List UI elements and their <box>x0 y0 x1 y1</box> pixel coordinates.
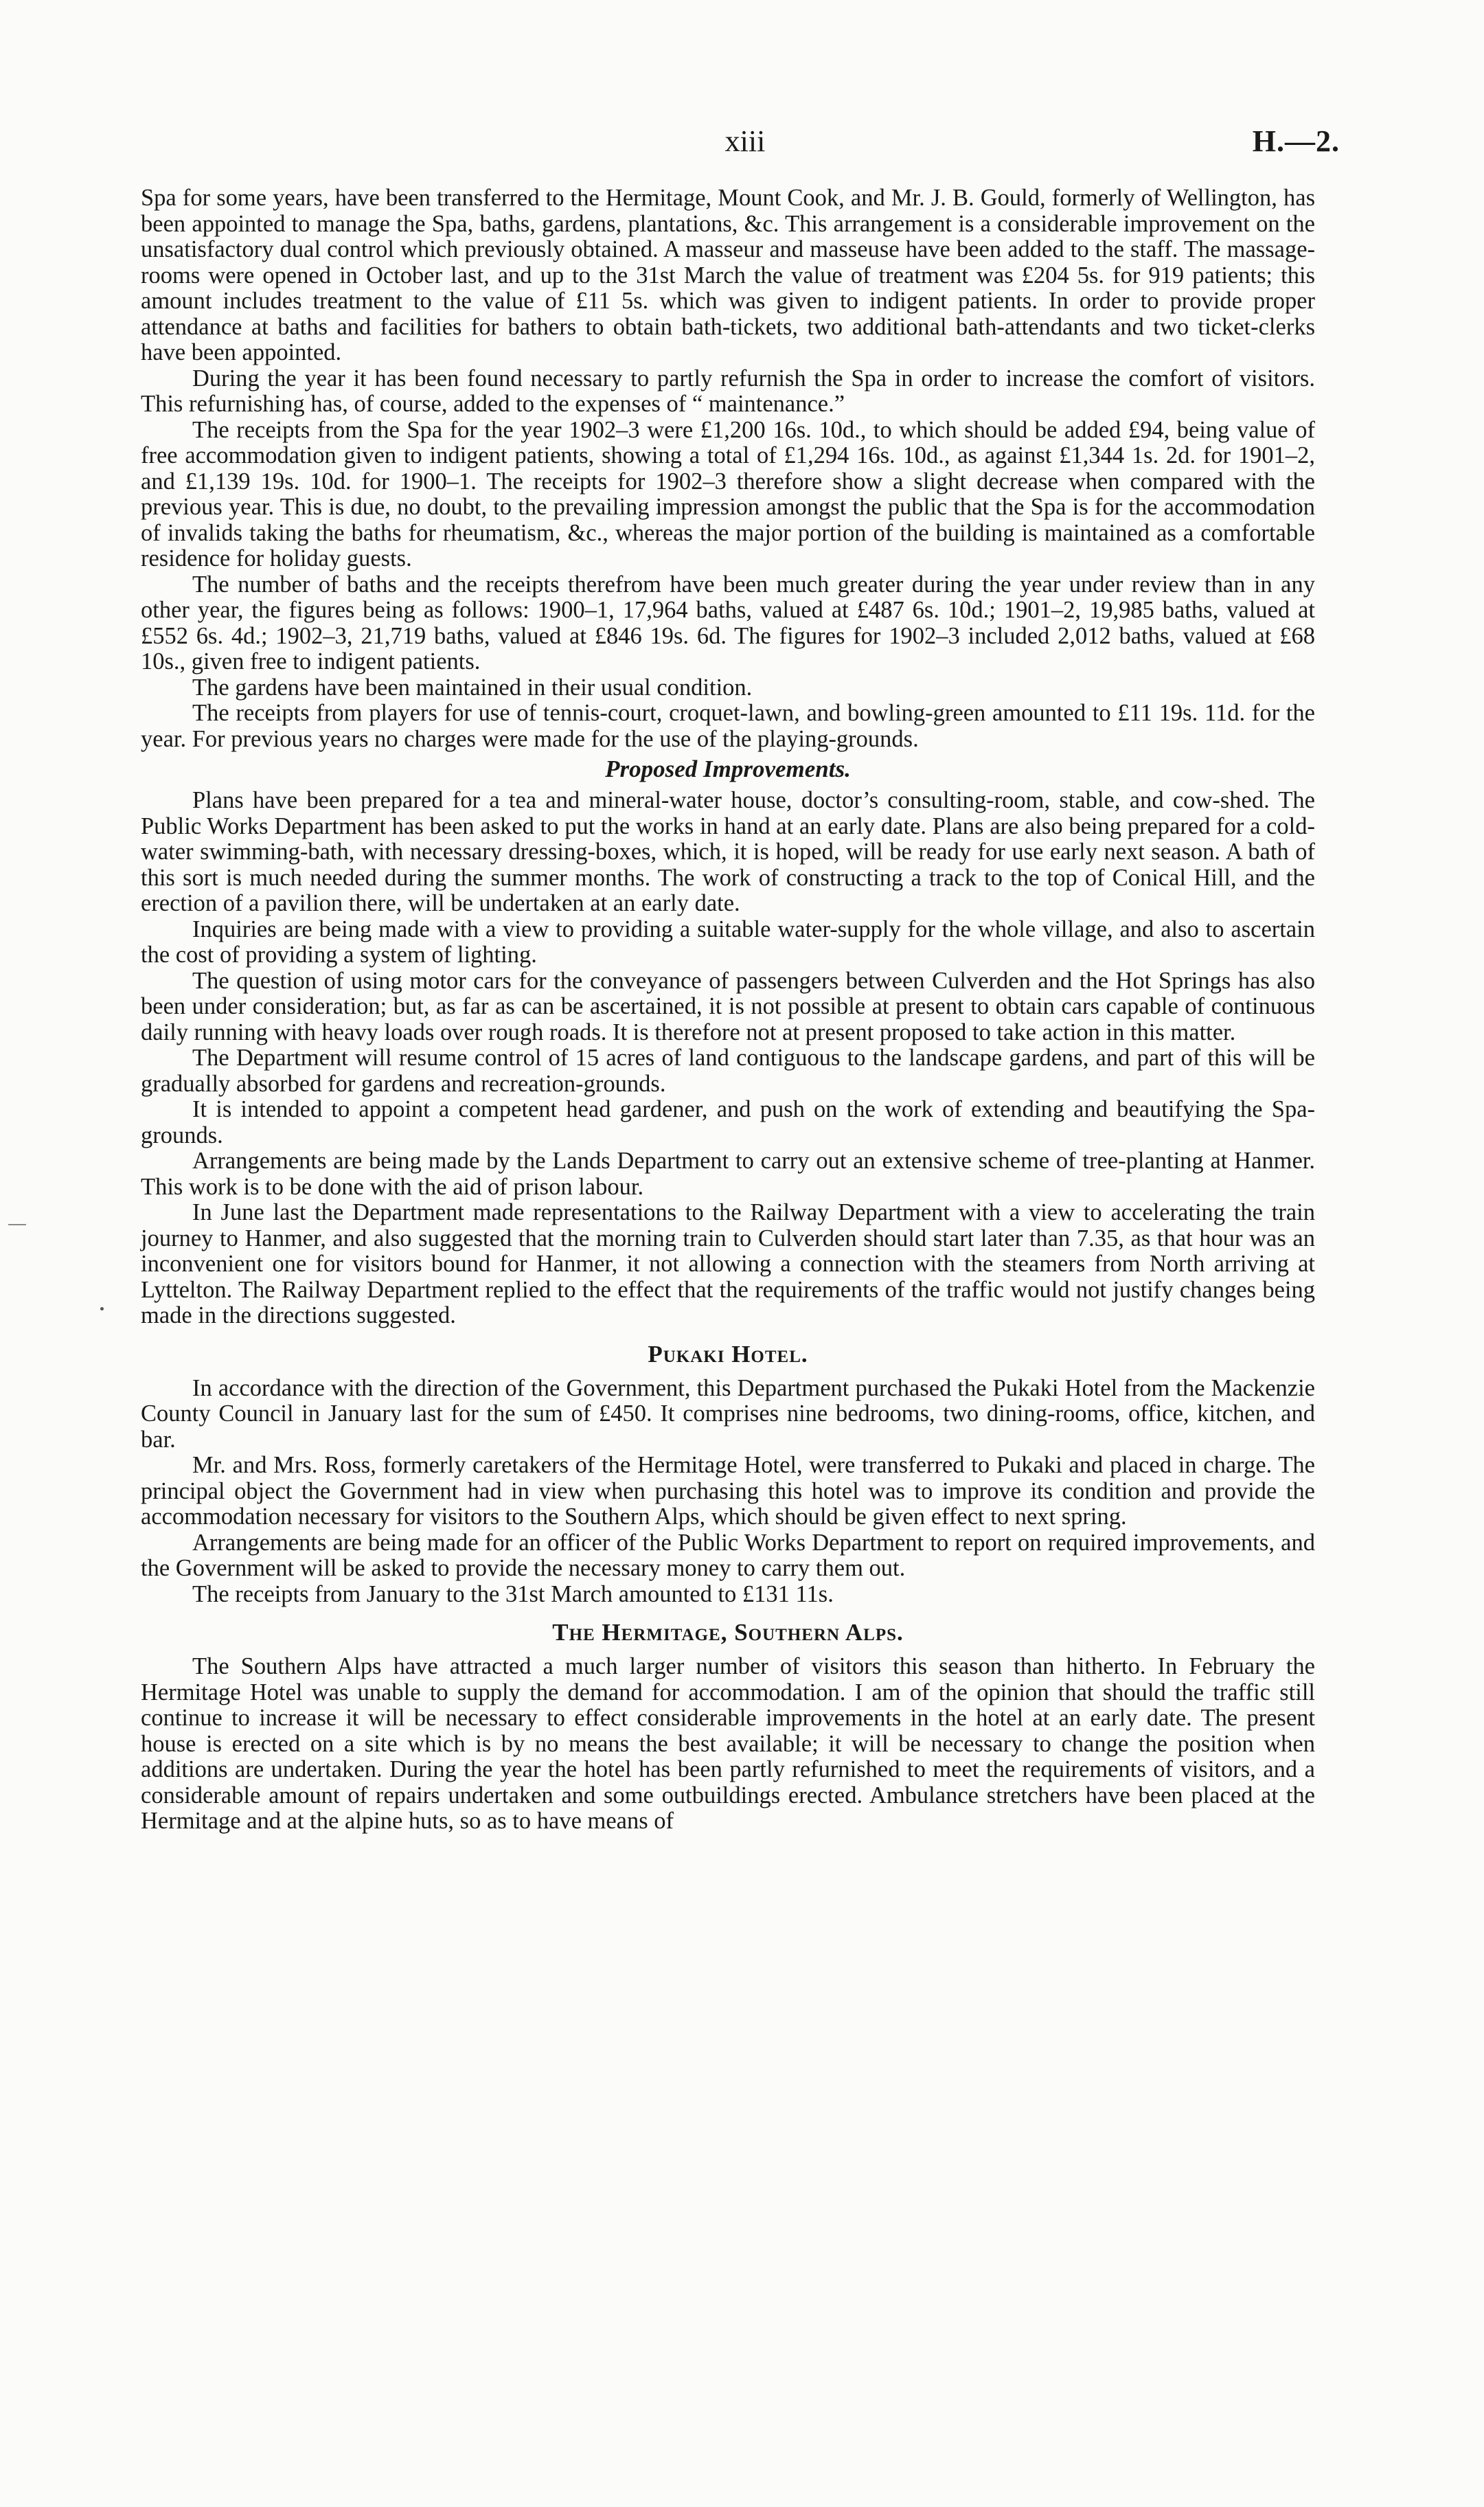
paragraph: The question of using motor cars for the conveyance of passengers between Culverden and the Hot Springs has also been under consideration; but, as far as can be ascertained, it is not possible at present to obtain cars capable of continuous daily running with heavy loads over rough roads. It is therefore not at present proposed to take action in this matter. <box>141 967 1315 1045</box>
document-reference: H.—2. <box>1252 124 1340 158</box>
paragraph: The receipts from the Spa for the year 1902–3 were £1,200 16s. 10d., to which should be added £94, being value of free accommodation given to indigent patients, showing a total of £1,294 16s. 10d., as against £1,344 1s. 2d. for 1901–2, and £1,139 19s. 10d. for 1900–1. The receipts for 1902–3 therefore show a slight decrease when compared with the previous year. This is due, no doubt, to the prevailing impression amongst the public that the Spa is for the accommodation of invalids taking the baths for rheumatism, &c., whereas the major portion of the building is maintained as a comfortable residence for holiday guests. <box>141 416 1315 571</box>
paragraph: The Department will resume control of 15 acres of land contiguous to the landscape gardens, and part of this will be gradually absorbed for gardens and recreation-grounds. <box>141 1045 1315 1097</box>
section-heading: Pukaki Hotel. <box>648 1340 808 1368</box>
paragraph: During the year it has been found necessary to partly refurnish the Spa in order to increase the comfort of visitors. This refurnishing has, of course, added to the expenses of “ maintenance.” <box>141 365 1315 417</box>
paragraph: The receipts from January to the 31st March amounted to £131 11s. <box>192 1580 834 1607</box>
paragraph: Arrangements are being made by the Lands Department to carry out an extensive scheme of tree-planting at Hanmer. This work is to be done with the aid of prison labour. <box>141 1148 1315 1200</box>
paragraph: Plans have been prepared for a tea and mineral-water house, doctor’s consulting-room, stable, and cow-shed. The Public Works Department has been asked to put the works in hand at an early date. Plans are also being prepared for a cold-water swimming-bath, with necessary dressing-boxes, which, it is hoped, will be ready for use early next season. A bath of this sort is much needed during the summer months. The work of constructing a track to the top of Conical Hill, and the erection of a pavilion there, will be undertaken at an early date. <box>141 787 1315 916</box>
section-heading: Proposed Improvements. <box>605 756 851 782</box>
paragraph: The gardens have been maintained in their usual condition. <box>192 674 753 701</box>
paragraph: Arrangements are being made for an officer of the Public Works Department to report on required improvements, and the Government will be asked to provide the necessary money to carry them out. <box>141 1529 1315 1581</box>
paragraph: In June last the Department made representations to the Railway Department with a view to accelerating the train journey to Hanmer, and also suggested that the morning train to Culverden should start later than 7.35, as that hour was an inconvenient one for visitors bound for Hanmer, it not allowing a connection with the steamers from North arriving at Lyttelton. The Railway Department replied to the effect that the requirements of the traffic would not justify changes being made in the directions suggested. <box>141 1199 1315 1328</box>
paragraph: Spa for some years, have been transferred to the Hermitage, Mount Cook, and Mr. J. B. Gould, formerly of Wellington, has been appointed to manage the Spa, baths, gardens, plantations, &c. This arrangement is a considerable improvement on the unsatisfactory dual control which previously obtained. A masseur and masseuse have been added to the staff. The massage-rooms were opened in October last, and up to the 31st March the value of treatment was £204 5s. for 919 patients; this amount includes treatment to the value of £11 5s. which was given to indigent patients. In order to provide proper attendance at baths and facilities for bathers to obtain bath-tickets, two additional bath-attendants and two ticket-clerks have been appointed. <box>141 185 1315 365</box>
body-text <box>141 185 1315 1835</box>
paragraph: Inquiries are being made with a view to providing a suitable water-supply for the whole village, and also to ascertain the cost of providing a system of lighting. <box>141 916 1315 968</box>
paragraph: The Southern Alps have attracted a much larger number of visitors this season than hitherto. In February the Hermitage Hotel was unable to supply the demand for accommodation. I am of the opinion that should the traffic still continue to increase it will be necessary to effect considerable improvements in the hotel at an early date. The present house is erected on a site which is by no means the best available; it will be necessary to change the position when additions are undertaken. During the year the hotel has been partly refurnished to meet the requirements of visitors, and a considerable amount of repairs undertaken and some outbuildings erected. Ambulance stretchers have been placed at the Hermitage and at the alpine huts, so as to have means of <box>141 1653 1315 1834</box>
margin-dot <box>100 1307 104 1311</box>
paragraph: The receipts from players for use of tennis-court, croquet-lawn, and bowling-green amounted to £11 19s. 11d. for the year. For previous years no charges were made for the use of the playing-grounds. <box>141 700 1315 752</box>
paragraph: The number of baths and the receipts therefrom have been much greater during the year under review than in any other year, the figures being as follows: 1900–1, 17,964 baths, valued at £487 6s. 10d.; 1901–2, 19,985 baths, valued at £552 6s. 4d.; 1902–3, 21,719 baths, valued at £846 19s. 6d. The figures for 1902–3 included 2,012 baths, valued at £68 10s., given free to indigent patients. <box>141 571 1315 674</box>
paragraph: In accordance with the direction of the Government, this Department purchased the Pukaki Hotel from the Mackenzie County Council in January last for the sum of £450. It comprises nine bedrooms, two dining-rooms, office, kitchen, and bar. <box>141 1374 1315 1453</box>
section-heading: The Hermitage, Southern Alps. <box>552 1619 904 1646</box>
page-number: xiii <box>724 124 766 158</box>
margin-mark <box>8 1224 26 1225</box>
paragraph: It is intended to appoint a competent head gardener, and push on the work of extending and beautifying the Spa-grounds. <box>141 1096 1315 1148</box>
paragraph: Mr. and Mrs. Ross, formerly caretakers of the Hermitage Hotel, were transferred to Pukaki and placed in charge. The principal object the Government had in view when purchasing this hotel was to improve its condition and provide the accommodation necessary for visitors to the Southern Alps, which should be given effect to next spring. <box>141 1452 1315 1530</box>
